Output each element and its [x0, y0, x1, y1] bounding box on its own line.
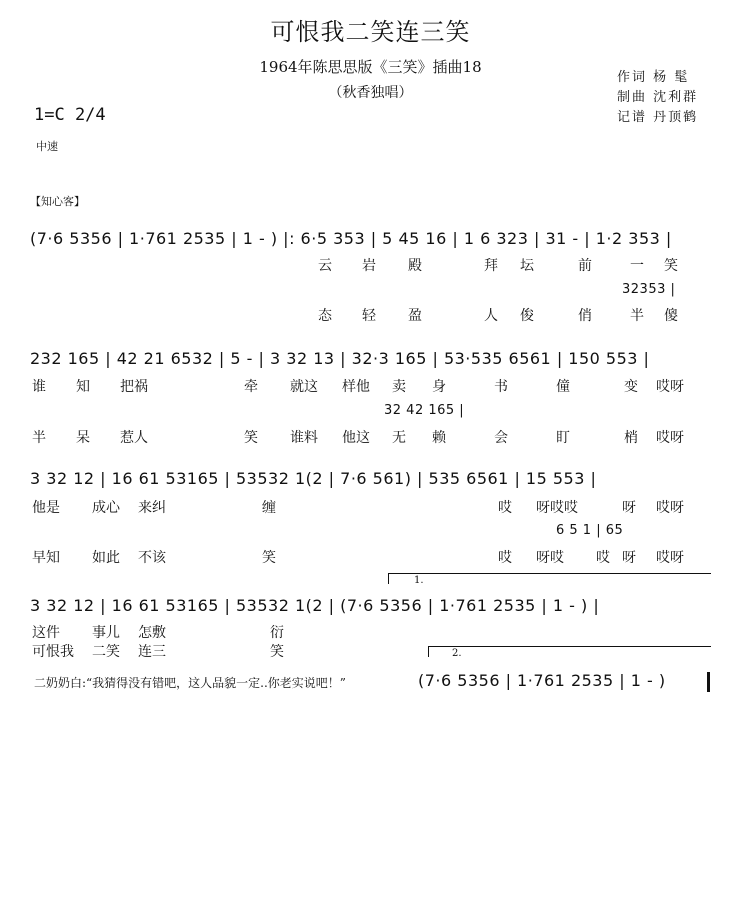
lyric-word: 事儿: [92, 625, 120, 641]
first-ending-label: 1.: [414, 575, 424, 586]
first-ending-bracket: [388, 573, 711, 584]
lyric-word: 俏: [578, 308, 592, 324]
lyric-word: 笑: [664, 258, 678, 274]
final-barline: [707, 672, 710, 692]
page-subtitle: 1964年陈思思版《三笑》插曲18: [259, 58, 482, 76]
lyric-word: 连三: [138, 644, 166, 660]
credit-music: 制曲 沈利群: [617, 90, 699, 105]
singer-note: （秋香独唱）: [328, 85, 413, 101]
lyric-word: 笑: [244, 430, 258, 446]
lyric-word: 哎呀: [656, 550, 684, 566]
second-ending-bracket: [428, 646, 711, 657]
tempo-marking: 中速: [36, 140, 58, 153]
lyric-word: 半: [32, 430, 46, 446]
lyric-word: 衍: [270, 625, 284, 641]
lyric-word: 僮: [556, 379, 570, 395]
lyric-word: 早知: [32, 550, 60, 566]
lyric-word: 这件: [32, 625, 60, 641]
notation-extra-2: 32 42 165 |: [384, 403, 465, 418]
key-signature: 1=C 2/4: [34, 105, 106, 125]
lyric-word: 知: [76, 379, 90, 395]
lyric-word: 殿: [408, 258, 422, 274]
lyric-word: 卖: [392, 379, 406, 395]
lyric-word: 无: [392, 430, 406, 446]
lyric-word: 哎: [596, 550, 610, 566]
lyrics-line-1b: [0, 305, 741, 325]
lyrics-line-2a: [0, 376, 741, 396]
lyric-word: 前: [578, 258, 592, 274]
lyric-word: 拜: [484, 258, 498, 274]
lyric-word: 云: [318, 258, 332, 274]
lyric-word: 人: [484, 308, 498, 324]
lyrics-line-1a: [0, 255, 741, 275]
lyric-word: 他这: [342, 430, 370, 446]
lyric-word: 呀哎: [536, 550, 564, 566]
lyric-word: 样他: [342, 379, 370, 395]
credit-transcriber: 记谱 丹顶鹤: [617, 110, 699, 125]
lyric-word: 哎呀: [656, 379, 684, 395]
lyric-word: 会: [494, 430, 508, 446]
lyric-word: 惹人: [120, 430, 148, 446]
notation-extra-3: 6 5 1 | 65: [556, 523, 624, 538]
lyric-word: 可恨我: [32, 644, 74, 660]
lyric-word: 盯: [556, 430, 570, 446]
lyric-word: 梢: [624, 430, 638, 446]
lyric-word: 身: [432, 379, 446, 395]
lyric-word: 他是: [32, 500, 60, 516]
lyric-word: 哎呀: [656, 430, 684, 446]
lyric-word: 俊: [520, 308, 534, 324]
lyric-word: 牵: [244, 379, 258, 395]
notation-line-4: 3 32 12 | 16 61 53165 | 53532 1(2 | (7·6 5356 | 1·761 2535 | 1 - ) |: [30, 596, 600, 615]
lyric-word: 一: [630, 258, 644, 274]
lyric-word: 哎: [498, 550, 512, 566]
second-ending-label: 2.: [452, 648, 462, 659]
lyric-word: 成心: [92, 500, 120, 516]
lyric-word: 笑: [270, 644, 284, 660]
lyric-word: 呀哎哎: [536, 500, 578, 516]
lyric-word: 哎: [498, 500, 512, 516]
lyric-word: 不该: [138, 550, 166, 566]
lyric-word: 怎敷: [138, 625, 166, 641]
lyric-word: 哎呀: [656, 500, 684, 516]
lyric-word: 变: [624, 379, 638, 395]
notation-line-2: 232 165 | 42 21 6532 | 5 - | 3 32 13 | 32·3 165 | 53·535 6561 | 150 553 |: [30, 349, 650, 368]
lyric-word: 来纠: [138, 500, 166, 516]
lyric-word: 笑: [262, 550, 276, 566]
lyric-word: 傻: [664, 308, 678, 324]
lyric-word: 如此: [92, 550, 120, 566]
speech-line: 二奶奶白:“我猜得没有错吧，这人品貌一定..你老实说吧！”: [34, 676, 346, 690]
lyric-word: 书: [494, 379, 508, 395]
lyric-word: 缠: [262, 500, 276, 516]
lyrics-line-3b: [0, 547, 741, 567]
lyric-word: 坛: [520, 258, 534, 274]
lyric-word: 谁: [32, 379, 46, 395]
lyric-word: 轻: [362, 308, 376, 324]
lyric-word: 赖: [432, 430, 446, 446]
second-ending-notation: (7·6 5356 | 1·761 2535 | 1 - ): [418, 671, 666, 690]
lyrics-line-3a: [0, 497, 741, 517]
section-marker: 【知心客】: [30, 195, 85, 208]
lyric-word: 盈: [408, 308, 422, 324]
lyrics-line-2b: [0, 427, 741, 447]
lyrics-line-4a: [0, 622, 741, 642]
lyric-word: 就这: [290, 379, 318, 395]
credit-lyrics: 作词 杨 髦: [617, 70, 690, 85]
notation-line-3: 3 32 12 | 16 61 53165 | 53532 1(2 | 7·6 561) | 535 6561 | 15 553 |: [30, 469, 597, 488]
notation-line-1: (7·6 5356 | 1·761 2535 | 1 - ) |: 6·5 353 | 5 45 16 | 1 6 323 | 31 - | 1·2 353 |: [30, 229, 672, 248]
lyric-word: 谁料: [290, 430, 318, 446]
lyric-word: 呀: [622, 500, 636, 516]
lyric-word: 二笑: [92, 644, 120, 660]
page-title: 可恨我二笑连三笑: [270, 18, 471, 46]
lyric-word: 半: [630, 308, 644, 324]
lyric-word: 岩: [362, 258, 376, 274]
lyric-word: 把祸: [120, 379, 148, 395]
lyric-word: 呀: [622, 550, 636, 566]
lyric-word: 呆: [76, 430, 90, 446]
notation-extra-1: 32353 |: [622, 282, 676, 297]
lyric-word: 态: [318, 308, 332, 324]
